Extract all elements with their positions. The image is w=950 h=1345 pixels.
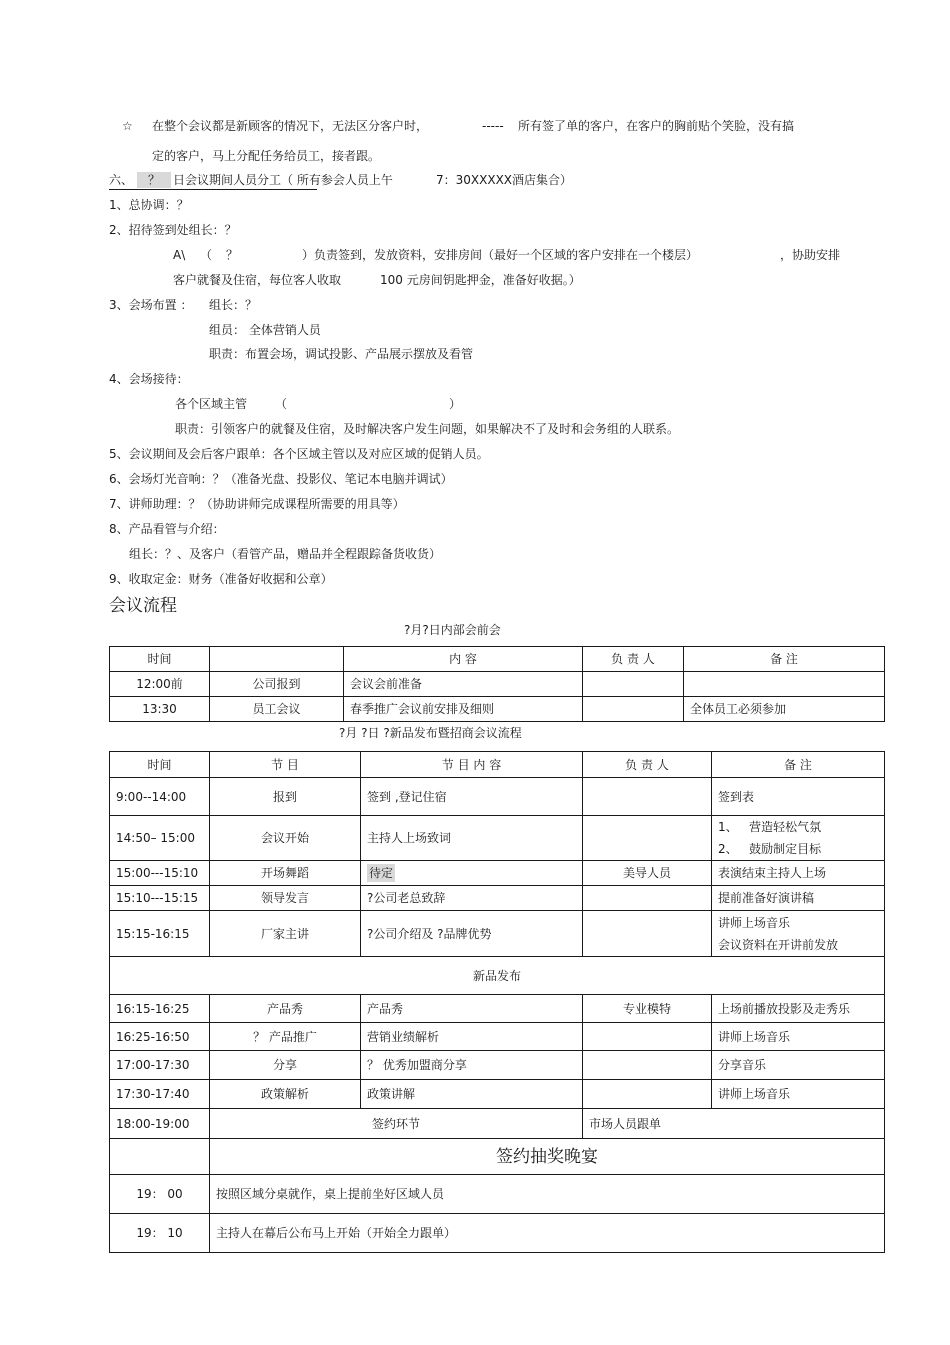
cell-signing: 签约环节 [210,1109,583,1139]
header-item [210,647,344,672]
table-row [110,861,885,886]
item-8: 8、产品看管与介绍： [109,522,225,536]
cell-owner [583,911,712,957]
note-number: 2、 [718,842,738,856]
cell-program: 会议开始 [210,816,361,861]
cell-content: 政策讲解 [361,1080,583,1109]
cell-item: 公司报到 [210,672,344,697]
section-6-title: 日会议期间人员分工（ 所有参会人员上午 [173,173,393,187]
table-row [110,911,885,957]
cell-program: 报到 [210,778,361,816]
header-time: 时间 [110,752,210,778]
cell-time: 19： 00 [110,1175,210,1214]
table-row [110,672,885,697]
section-row [110,957,885,995]
item-4-a: 各个区域主管 [175,397,248,411]
cell-notes: 讲师上场音乐 [712,1080,885,1109]
item-2-a-open: （ [200,248,213,262]
intro-line1a: 在整个会议都是新顾客的情况下，无法区分客户时， [152,119,429,133]
cell-notes: 讲师上场音乐 [712,1023,885,1051]
item-2-b-deposit: 100 元房间钥匙押金，准备好收据。） [380,273,581,287]
cell-content [361,861,583,886]
cell-time: 19： 10 [110,1214,210,1253]
star-icon: ☆ [122,119,133,133]
item-2-a-label: A\ [173,248,186,262]
header-notes: 备 注 [684,647,885,672]
cell-owner [583,1051,712,1080]
cell-notes: 全体员工必须参加 [684,697,885,722]
table-row [110,1214,885,1253]
table-row [110,1080,885,1109]
cell-program: 产品秀 [210,995,361,1023]
cell-program: ？ 产品推广 [210,1023,361,1051]
section-6-time: 7：30XXXXX酒店集合） [436,173,573,187]
item-2-a-tail: ，协助安排 [780,248,841,262]
cell-owner [583,886,712,911]
cell-content: 主持人在幕后公布马上开始（开始全力跟单） [210,1214,885,1253]
item-1: 1、总协调：？ [109,198,189,212]
item-4-a-open: （ [275,397,288,411]
item-2: 2、招待签到处组长：？ [109,223,237,237]
intro-dash: ----- [482,119,504,133]
item-3: 3、会场布置 ： [109,298,193,312]
table-row [110,1023,885,1051]
table-row [110,778,885,816]
item-2-b-text: 客户就餐及住宿，每位客人收取 [173,273,342,287]
cell-time: 15:10---15:15 [110,886,210,911]
cell-time: 15:00---15:10 [110,861,210,886]
cell-content: ?公司介绍及 ?品牌优势 [361,911,583,957]
item-3-duty: 职责：布置会场，调试投影、产品展示摆放及看管 [209,347,474,361]
intro-line2: 定的客户，马上分配任务给员工，接者跟。 [152,149,381,163]
header-content: 节 目 内 容 [361,752,583,778]
cell-program: 开场舞蹈 [210,861,361,886]
item-3-members: 组员： 全体营销人员 [209,323,321,337]
cell-time: 17:30-17:40 [110,1080,210,1109]
item-4-a-close: ） [449,397,462,411]
cell-owner [583,778,712,816]
header-program: 节 目 [210,752,361,778]
cell-content: 按照区域分桌就作，桌上提前坐好区域人员 [210,1175,885,1214]
cell-time: 9:00--14:00 [110,778,210,816]
cell-notes [712,911,885,957]
cell-time: 12:00前 [110,672,210,697]
section-6-num: 六、 [109,173,134,187]
cell-content: 产品秀 [361,995,583,1023]
item-4-duty: 职责：引领客户的就餐及住宿，及时解决客户发生问题，如果解决不了及时和会务组的人联系。 [175,422,680,436]
cell-content: 春季推广会议前安排及细则 [344,697,583,722]
header-notes: 备 注 [712,752,885,778]
cell-notes: 上场前播放投影及走秀乐 [712,995,885,1023]
header-owner: 负 责 人 [583,647,684,672]
item-3-leader: 组长：？ [209,298,258,312]
placeholder-text: 待定 [369,866,394,880]
header-owner: 负 责 人 [583,752,712,778]
cell-time: 15:15-16:15 [110,911,210,957]
item-5: 5、会议期间及会后客户跟单：各个区域主管以及对应区域的促销人员。 [109,447,489,461]
item-8-a: 组长：？、及客户（看管产品，赠品并全程跟踪备货收货） [129,547,442,561]
cell-time: 14:50– 15:00 [110,816,210,861]
cell-notes: 分享音乐 [712,1051,885,1080]
launch-meeting-table [109,751,885,1253]
cell-owner: 美导人员 [583,861,712,886]
section-banquet: 签约抽奖晚宴 [210,1139,885,1175]
cell-program: 政策解析 [210,1080,361,1109]
cell-content: 营销业绩解析 [361,1023,583,1051]
cell-item: 员工会议 [210,697,344,722]
pre-meeting-table [109,646,885,722]
cell-owner: 专业模特 [583,995,712,1023]
header-time: 时间 [110,647,210,672]
intro-line1b: 所有签了单的客户，在客户的胸前贴个笑脸，没有搞 [518,119,795,133]
cell-owner [583,1023,712,1051]
table-2-caption: ?月 ?日 ?新品发布暨招商会议流程 [339,726,522,740]
cell-content: 主持人上场致词 [361,816,583,861]
cell-owner [583,816,712,861]
item-7: 7、讲师助理：？（协助讲师完成课程所需要的用具等） [109,497,405,511]
cell-content: ?公司老总致辞 [361,886,583,911]
item-6: 6、会场灯光音响：？（准备光盘、投影仪、笔记本电脑并调试） [109,472,453,486]
table-header [110,752,885,778]
item-2-a-text: ）负责签到，发放资料，安排房间（最好一个区域的客户安排在一个楼层） [302,248,699,262]
table-1-caption: ?月?日内部会前会 [404,623,501,637]
cell-program: 分享 [210,1051,361,1080]
cell-time: 18:00-19:00 [110,1109,210,1139]
table-row [110,995,885,1023]
cell-time: 16:15-16:25 [110,995,210,1023]
cell-time: 17:00-17:30 [110,1051,210,1080]
cell-content: 签到 ,登记住宿 [361,778,583,816]
note-number: 1、 [718,820,738,834]
table-row [110,816,885,861]
cell-signing-owner: 市场人员跟单 [583,1109,885,1139]
section-new-product-launch: 新品发布 [110,957,885,995]
cell-time: 13:30 [110,697,210,722]
table-row [110,1051,885,1080]
cell-notes: 签到表 [712,778,885,816]
cell-program: 领导发言 [210,886,361,911]
note-line: 讲师上场音乐 [718,915,791,930]
flow-title: 会议流程 [109,596,177,616]
item-2-a-q: ？ [226,248,239,262]
cell-content: ？ 优秀加盟商分享 [361,1051,583,1080]
cell-notes [712,816,885,861]
header-content: 内 容 [344,647,583,672]
cell-empty [110,1139,210,1175]
table-header [110,647,885,672]
item-4: 4、会场接待： [109,372,189,386]
section-row [110,1139,885,1175]
cell-notes: 提前准备好演讲稿 [712,886,885,911]
cell-notes: 表演结束主持人上场 [712,861,885,886]
cell-program: 厂家主讲 [210,911,361,957]
note-line: 鼓励制定目标 [749,842,822,856]
table-row [110,886,885,911]
cell-owner [583,697,684,722]
cell-owner [583,1080,712,1109]
item-9: 9、收取定金：财务（准备好收据和公章） [109,572,333,586]
table-row [110,1175,885,1214]
table-row [110,1109,885,1139]
cell-owner [583,672,684,697]
note-line: 营造轻松气氛 [749,820,822,834]
cell-time: 16:25-16:50 [110,1023,210,1051]
section-6-date-placeholder: ？ [137,172,171,188]
note-line: 会议资料在开讲前发放 [718,937,839,952]
table-row [110,697,885,722]
cell-notes [684,672,885,697]
cell-content: 会议会前准备 [344,672,583,697]
